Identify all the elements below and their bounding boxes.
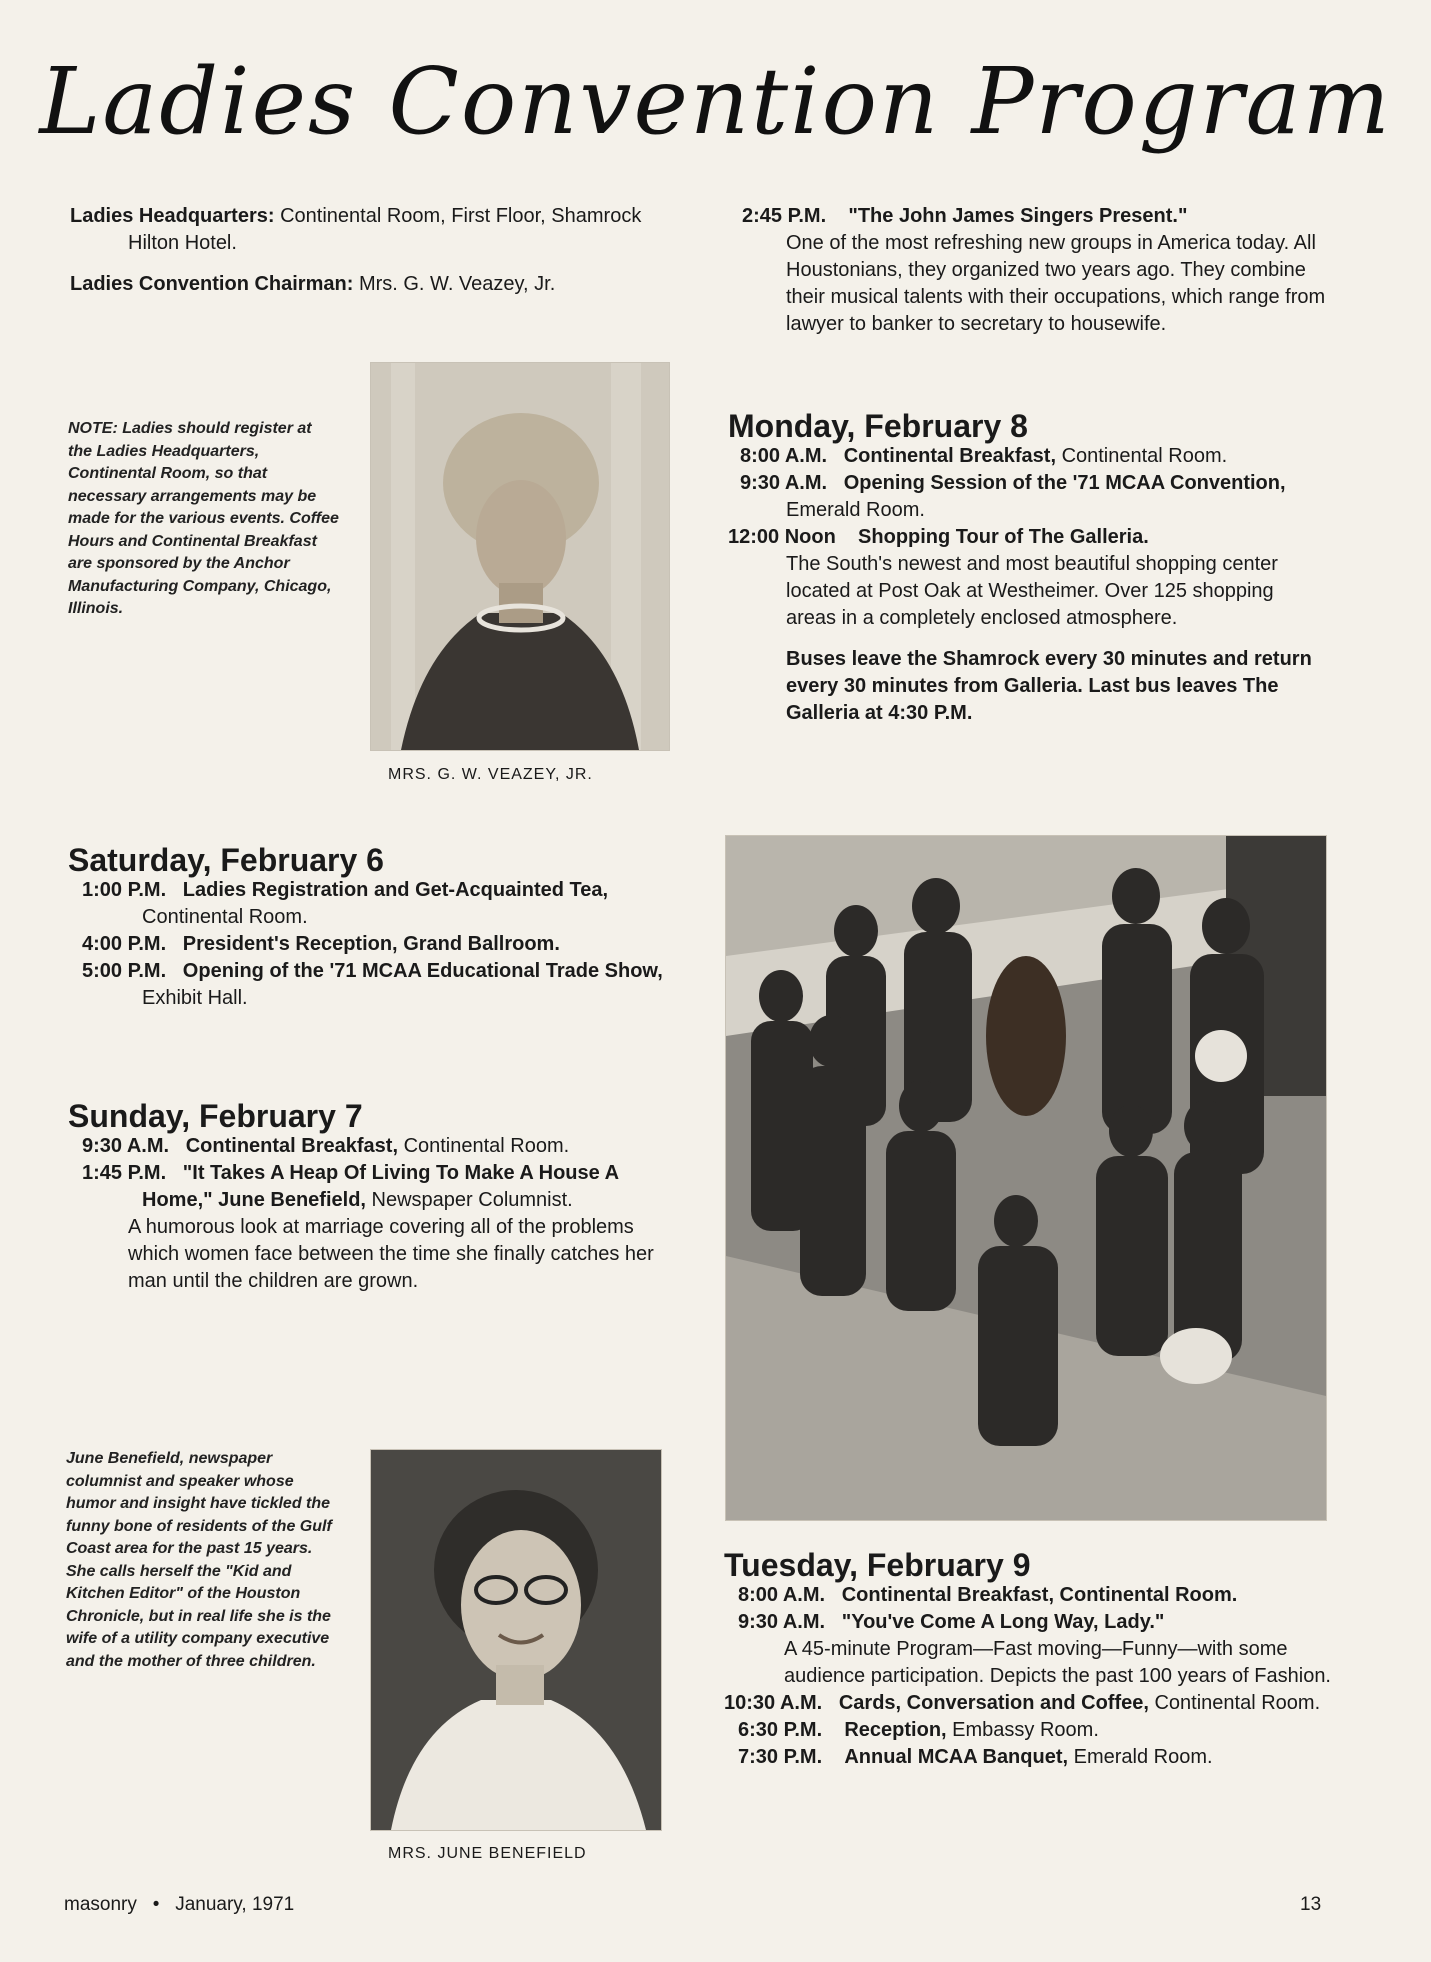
tuesday-event-2: "You've Come A Long Way, Lady." (841, 1611, 1165, 1633)
tuesday-time-4: 6:30 P.M. (738, 1719, 823, 1741)
footer-date: January, 1971 (175, 1894, 295, 1915)
headquarters-label: Ladies Headquarters: (70, 205, 275, 227)
monday-location-1: Continental Room. (1061, 445, 1228, 467)
singers-group-photo (725, 835, 1327, 1521)
monday-event-3: Shopping Tour of The Galleria. (858, 526, 1149, 548)
tuesday-time-2: 9:30 A.M. (738, 1611, 826, 1633)
sunday-location-1: Continental Room. (403, 1135, 570, 1157)
sunday-description: A humorous look at marriage covering all of the problems which women face between the time she finally catches her man until the children are grown. (128, 1216, 654, 1292)
saturday-event-1: Ladies Registration and Get-Acquainted Tea, (182, 879, 609, 901)
saturday-heading: Saturday, February 6 (68, 842, 384, 878)
singers-time: 2:45 P.M. (742, 205, 827, 227)
footer-publication: masonry (64, 1894, 137, 1915)
monday-description: The South's newest and most beautiful shopping center located at Post Oak at Westheimer. Over 125 shopping areas in a completely enclosed atmosphere. (786, 553, 1278, 629)
tuesday-section (724, 1548, 1334, 1771)
saturday-time-1: 1:00 P.M. (82, 879, 167, 901)
singers-title: "The John James Singers Present." (848, 205, 1188, 227)
tuesday-event-5: Annual MCAA Banquet, (844, 1746, 1069, 1768)
saturday-event-2: President's Reception, (182, 933, 398, 955)
monday-time-1: 8:00 A.M. (740, 445, 828, 467)
singers-block (742, 203, 1327, 338)
footer-bullet: • (152, 1894, 160, 1915)
tuesday-description: A 45-minute Program—Fast moving—Funny—with some audience participation. Depicts the past 100 years of Fashion. (784, 1638, 1331, 1687)
tuesday-time-5: 7:30 P.M. (738, 1746, 823, 1768)
page-number: 13 (1300, 1894, 1322, 1915)
registration-note: NOTE: Ladies should register at the Ladies Headquarters, Continental Room, so that necessary arrangements may be made for the various events. Coffee Hours and Continental Breakfast are sponsored by the Anchor Manufacturing Company, Chicago, Illinois. (68, 420, 339, 617)
headquarters-text: Continental Room, First Floor, Shamrock Hilton Hotel. (128, 205, 642, 254)
saturday-location-3: Exhibit Hall. (142, 987, 248, 1009)
monday-time-2: 9:30 A.M. (740, 472, 828, 494)
saturday-location-1: Continental Room. (142, 906, 308, 928)
monday-location-2: Emerald Room. (786, 499, 925, 521)
tuesday-location-3: Continental Room. (1154, 1692, 1321, 1714)
sunday-heading: Sunday, February 7 (68, 1098, 363, 1134)
headquarters-block (70, 203, 670, 298)
benefield-photo (370, 1449, 662, 1831)
monday-event-1: Continental Breakfast, (843, 445, 1056, 467)
benefield-caption: MRS. JUNE BENEFIELD (388, 1845, 587, 1862)
veazey-photo (370, 362, 670, 751)
tuesday-location-4: Embassy Room. (952, 1719, 1099, 1741)
page-title: Ladies Convention Program (39, 48, 1392, 155)
sunday-time-2: 1:45 P.M. (82, 1162, 167, 1184)
monday-time-3: 12:00 Noon (728, 526, 836, 548)
veazey-caption: MRS. G. W. VEAZEY, JR. (388, 766, 593, 783)
sunday-time-1: 9:30 A.M. (82, 1135, 170, 1157)
tuesday-event-3: Cards, Conversation and Coffee, (838, 1692, 1149, 1714)
tuesday-time-1: 8:00 A.M. (738, 1584, 826, 1606)
chairman-text: Mrs. G. W. Veazey, Jr. (358, 273, 556, 295)
chairman-label: Ladies Convention Chairman: (70, 273, 354, 295)
tuesday-event-4: Reception, (844, 1719, 947, 1741)
saturday-location-2: Grand Ballroom. (403, 933, 560, 955)
monday-section (728, 409, 1328, 727)
sunday-event-1: Continental Breakfast, (185, 1135, 398, 1157)
saturday-event-3: Opening of the '71 MCAA Educational Trade Show, (182, 960, 663, 982)
benefield-note: June Benefield, newspaper columnist and speaker whose humor and insight have tickled the funny bone of residents of the Gulf Coast area for the past 15 years. She calls herself the "Kid and Kitchen Editor" of the Houston Chronicle, but in real life she is the wife of a utility company executive and the mother of three children. (66, 1450, 332, 1670)
singers-description: One of the most refreshing new groups in America today. All Houstonians, they organized two years ago. They combine their musical talents with their occupations, which range from lawyer to banker to secretary to housewife. (786, 232, 1326, 335)
sunday-event-2: "It Takes A Heap Of Living To Make A House A Home," June Benefield, (142, 1162, 619, 1211)
sunday-section (68, 1099, 668, 1295)
saturday-section (68, 843, 668, 1012)
saturday-time-3: 5:00 P.M. (82, 960, 167, 982)
tuesday-heading: Tuesday, February 9 (724, 1547, 1031, 1583)
monday-event-2: Opening Session of the '71 MCAA Convention, (843, 472, 1286, 494)
tuesday-time-3: 10:30 A.M. (724, 1692, 823, 1714)
monday-heading: Monday, February 8 (728, 408, 1028, 444)
monday-bus-info: Buses leave the Shamrock every 30 minutes and return every 30 minutes from Galleria. Last bus leaves The Galleria at 4:30 P.M. (786, 648, 1312, 724)
tuesday-location-5: Emerald Room. (1073, 1746, 1213, 1768)
sunday-location-2: Newspaper Columnist. (371, 1189, 573, 1211)
tuesday-event-1: Continental Breakfast, Continental Room. (841, 1584, 1238, 1606)
footer-left (64, 1894, 294, 1916)
saturday-time-2: 4:00 P.M. (82, 933, 167, 955)
